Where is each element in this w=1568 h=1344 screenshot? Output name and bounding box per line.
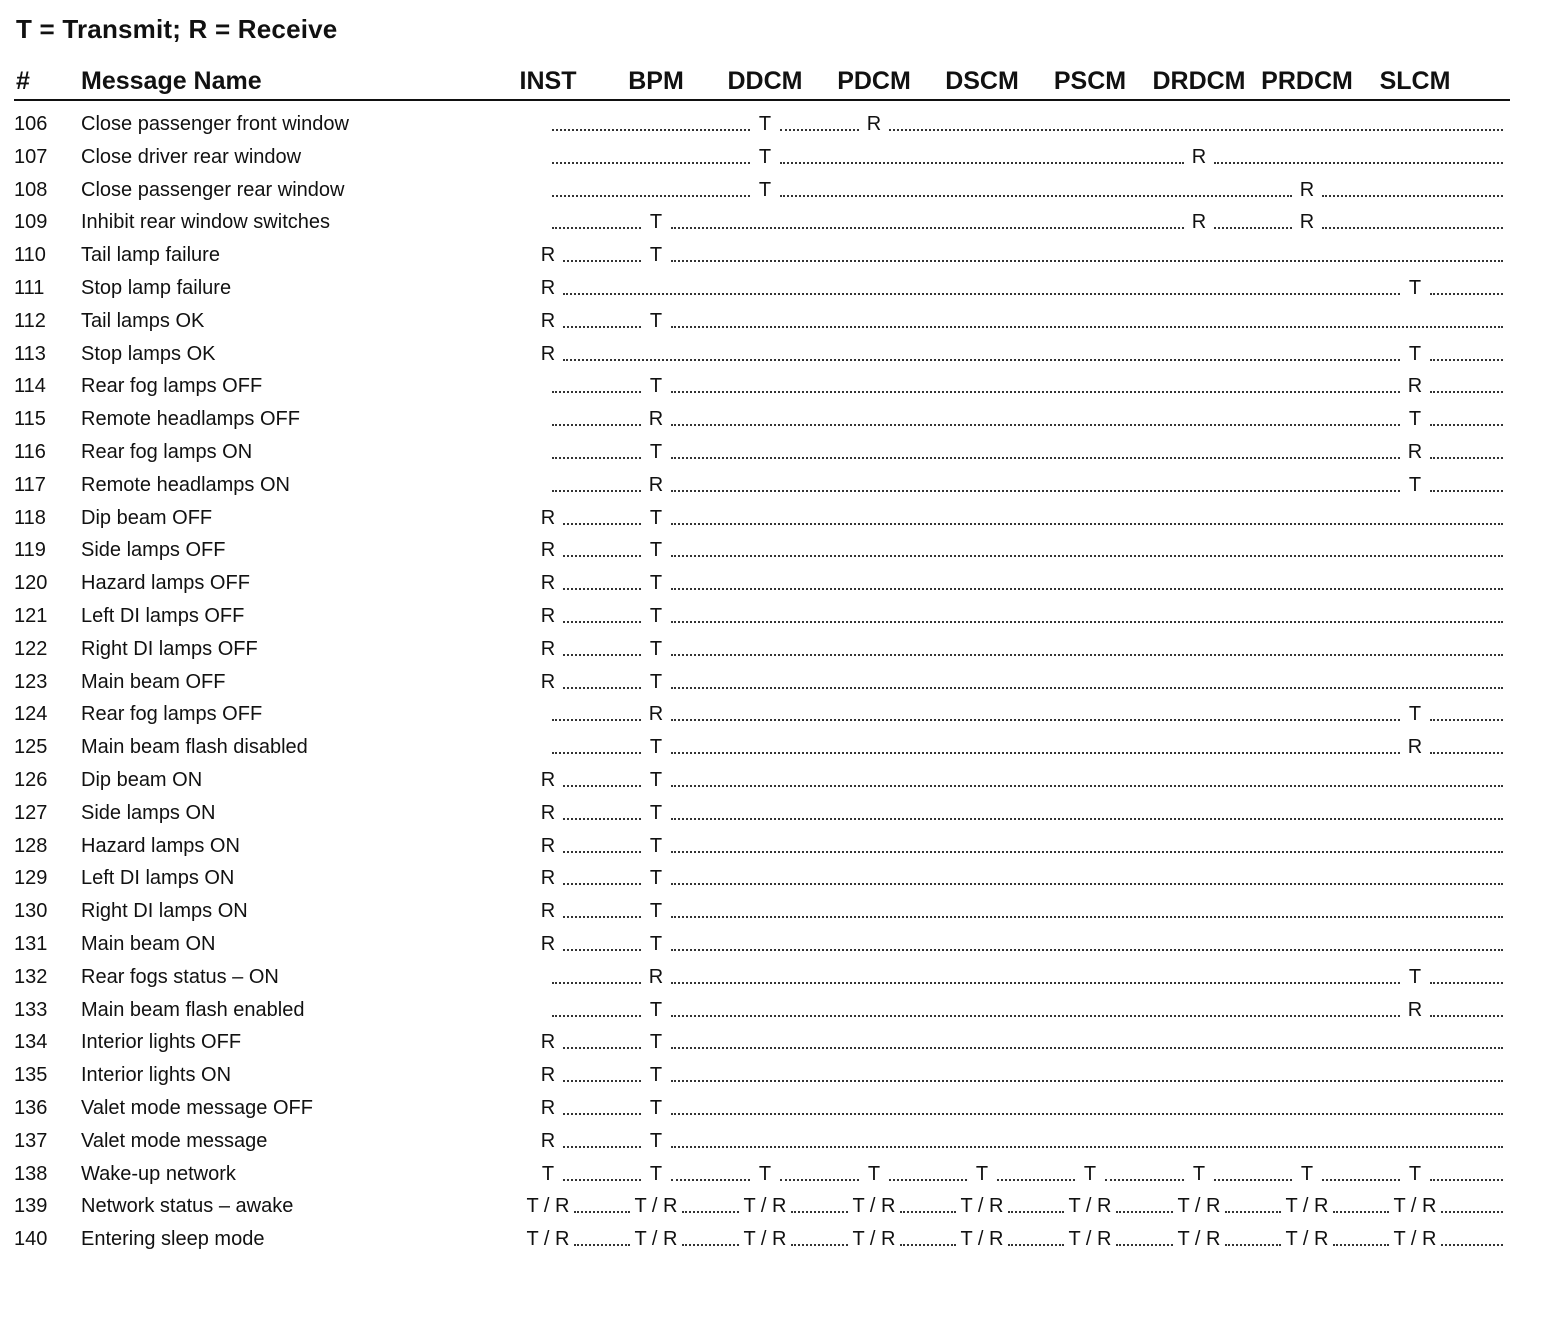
cell-inst: R — [540, 342, 556, 365]
message-name: Interior lights ON — [81, 1064, 232, 1087]
message-name: Main beam flash disabled — [81, 736, 308, 759]
dotted-leader — [1441, 1211, 1503, 1213]
dotted-leader — [671, 752, 1400, 754]
message-name: Stop lamp failure — [81, 277, 232, 299]
cell-ddcm: T / R — [743, 1228, 787, 1251]
cell-bpm: T — [649, 933, 663, 955]
dotted-leader — [1333, 1211, 1389, 1213]
table-row — [0, 206, 1568, 238]
message-number: 140 — [14, 1228, 48, 1251]
cell-slcm: R — [1407, 441, 1423, 463]
cell-ddcm: T — [758, 178, 772, 201]
message-number: 124 — [14, 703, 48, 726]
header-message-name: Message Name — [81, 67, 262, 95]
message-number: 128 — [14, 834, 48, 857]
header-drdcm: DRDCM — [1152, 67, 1246, 95]
dotted-leader — [671, 1047, 1503, 1049]
dotted-leader — [552, 162, 750, 164]
cell-inst: R — [540, 900, 556, 923]
table-row — [0, 698, 1568, 730]
dotted-leader — [791, 1244, 848, 1246]
dotted-leader — [552, 195, 750, 197]
message-number: 138 — [14, 1162, 48, 1185]
table-row — [0, 567, 1568, 599]
cell-prdcm: T — [1300, 1162, 1314, 1185]
cell-bpm: T — [649, 539, 663, 562]
cell-slcm: T — [1408, 277, 1422, 299]
header-number: # — [16, 67, 30, 95]
cell-pdcm: T / R — [852, 1228, 896, 1251]
table-row — [0, 1223, 1568, 1255]
table-row — [0, 370, 1568, 402]
dotted-leader — [671, 621, 1503, 623]
header-slcm: SLCM — [1379, 67, 1451, 95]
dotted-leader — [780, 162, 1184, 164]
dotted-leader — [1008, 1244, 1064, 1246]
dotted-leader — [671, 260, 1503, 262]
message-number: 110 — [14, 244, 46, 267]
cell-bpm: T — [649, 441, 663, 463]
message-number: 117 — [14, 473, 46, 496]
cell-slcm: R — [1407, 998, 1423, 1021]
cell-drdcm: T / R — [1177, 1228, 1221, 1251]
cell-inst: R — [540, 309, 556, 332]
cell-inst: R — [540, 801, 556, 824]
table-row — [0, 174, 1568, 206]
table-row — [0, 797, 1568, 829]
dotted-leader — [671, 1015, 1400, 1017]
cell-drdcm: T / R — [1177, 1195, 1221, 1218]
message-number: 113 — [14, 342, 46, 365]
message-name: Side lamps OFF — [81, 539, 226, 562]
header-dscm: DSCM — [945, 67, 1019, 95]
table-row — [0, 928, 1568, 960]
cell-inst: R — [540, 1129, 556, 1152]
cell-ddcm: T — [758, 1162, 772, 1185]
dotted-leader — [671, 851, 1503, 853]
message-number: 114 — [14, 375, 46, 398]
cell-bpm: T — [649, 801, 663, 824]
dotted-leader — [671, 490, 1400, 492]
cell-prdcm: T / R — [1285, 1195, 1329, 1218]
message-number: 129 — [14, 867, 48, 890]
message-name: Rear fog lamps ON — [81, 441, 253, 463]
cell-dscm: T — [975, 1162, 989, 1185]
table-row — [0, 469, 1568, 501]
cell-bpm: T — [649, 309, 663, 332]
cell-bpm: T — [649, 637, 663, 660]
cell-pdcm: R — [866, 113, 882, 135]
cell-bpm: R — [648, 473, 664, 496]
cell-dscm: T / R — [960, 1228, 1004, 1251]
message-name: Rear fog lamps OFF — [81, 703, 263, 726]
message-number: 131 — [14, 933, 48, 955]
table-row — [0, 1092, 1568, 1124]
cell-bpm: T — [649, 572, 663, 595]
cell-ddcm: T / R — [743, 1195, 787, 1218]
cell-slcm: T — [1408, 965, 1422, 988]
cell-inst: R — [540, 1064, 556, 1087]
message-number: 133 — [14, 998, 48, 1021]
dotted-leader — [1333, 1244, 1389, 1246]
cell-drdcm: R — [1191, 145, 1207, 168]
message-name: Inhibit rear window switches — [81, 211, 330, 234]
header-ddcm: DDCM — [727, 67, 803, 95]
dotted-leader — [671, 654, 1503, 656]
message-name: Dip beam OFF — [81, 506, 213, 529]
dotted-leader — [1116, 1244, 1173, 1246]
cell-inst: T / R — [526, 1228, 570, 1251]
table-row — [0, 436, 1568, 468]
dotted-leader — [780, 195, 1292, 197]
table-row — [0, 338, 1568, 370]
message-name: Tail lamps OK — [81, 309, 205, 332]
dotted-leader — [671, 555, 1503, 557]
cell-prdcm: R — [1299, 178, 1315, 201]
table-row — [0, 1026, 1568, 1058]
message-name: Wake-up network — [81, 1162, 236, 1185]
message-number: 107 — [14, 145, 48, 168]
cell-bpm: T — [649, 244, 663, 267]
message-name: Main beam OFF — [81, 670, 226, 693]
message-name: Close passenger rear window — [81, 178, 345, 201]
dotted-leader — [1322, 195, 1503, 197]
cell-inst: R — [540, 539, 556, 562]
cell-bpm: T — [649, 769, 663, 791]
dotted-leader — [791, 1211, 848, 1213]
message-name: Right DI lamps OFF — [81, 637, 258, 660]
cell-bpm: R — [648, 703, 664, 726]
dotted-leader — [671, 326, 1503, 328]
dotted-leader — [671, 424, 1400, 426]
cell-inst: R — [540, 867, 556, 890]
message-number: 137 — [14, 1129, 48, 1152]
cell-pscm: T / R — [1068, 1195, 1112, 1218]
message-number: 116 — [14, 441, 46, 463]
message-name: Rear fog lamps OFF — [81, 375, 263, 398]
cell-slcm: T — [1408, 703, 1422, 726]
dotted-leader — [900, 1244, 956, 1246]
cell-inst: R — [540, 769, 556, 791]
table-row — [0, 600, 1568, 632]
message-name: Dip beam ON — [81, 769, 203, 791]
message-name: Valet mode message — [81, 1129, 268, 1152]
dotted-leader — [552, 129, 750, 131]
message-number: 127 — [14, 801, 48, 824]
message-number: 112 — [14, 309, 46, 332]
cell-pscm: T / R — [1068, 1228, 1112, 1251]
cell-pdcm: T — [867, 1162, 881, 1185]
dotted-leader — [671, 588, 1503, 590]
dotted-leader — [671, 818, 1503, 820]
dotted-leader — [574, 1211, 630, 1213]
cell-bpm: R — [648, 408, 664, 431]
table-row — [0, 1125, 1568, 1157]
dotted-leader — [671, 687, 1503, 689]
cell-slcm: T / R — [1393, 1195, 1437, 1218]
message-name: Left DI lamps ON — [81, 867, 235, 890]
cell-slcm: T — [1408, 1162, 1422, 1185]
table-row — [0, 731, 1568, 763]
header-divider — [14, 99, 1510, 101]
message-number: 135 — [14, 1064, 48, 1087]
cell-bpm: T / R — [634, 1228, 678, 1251]
table-row — [0, 1059, 1568, 1091]
message-number: 106 — [14, 113, 48, 135]
table-row — [0, 239, 1568, 271]
dotted-leader — [671, 785, 1503, 787]
header-pscm: PSCM — [1053, 67, 1127, 95]
cell-bpm: T — [649, 736, 663, 759]
header-prdcm: PRDCM — [1261, 67, 1353, 95]
message-number: 126 — [14, 769, 48, 791]
cell-slcm: T — [1408, 408, 1422, 431]
legend: T = Transmit; R = Receive — [16, 14, 338, 44]
message-number: 115 — [14, 408, 46, 431]
dotted-leader — [889, 129, 1503, 131]
cell-bpm: T — [649, 375, 663, 398]
message-name: Main beam flash enabled — [81, 998, 305, 1021]
message-name: Rear fogs status – ON — [81, 965, 279, 988]
cell-bpm: T — [649, 506, 663, 529]
dotted-leader — [563, 293, 1400, 295]
cell-bpm: T — [649, 1097, 663, 1119]
message-name: Stop lamps OK — [81, 342, 216, 365]
message-name: Close driver rear window — [81, 145, 302, 168]
cell-pscm: T — [1083, 1162, 1097, 1185]
table-row — [0, 830, 1568, 862]
dotted-leader — [1322, 227, 1503, 229]
cell-slcm: T / R — [1393, 1228, 1437, 1251]
dotted-leader — [1441, 1244, 1503, 1246]
cell-slcm: R — [1407, 736, 1423, 759]
dotted-leader — [563, 359, 1400, 361]
dotted-leader — [671, 1113, 1503, 1115]
cell-prdcm: R — [1299, 211, 1315, 234]
message-number: 111 — [14, 277, 45, 299]
cell-bpm: T — [649, 670, 663, 693]
message-name: Close passenger front window — [81, 113, 349, 135]
header-inst: INST — [519, 67, 577, 95]
table-row — [0, 961, 1568, 993]
dotted-leader — [671, 949, 1503, 951]
dotted-leader — [671, 916, 1503, 918]
cell-inst: R — [540, 605, 556, 627]
message-number: 134 — [14, 1031, 48, 1054]
cell-bpm: T — [649, 605, 663, 627]
header-bpm: BPM — [628, 67, 684, 95]
dotted-leader — [574, 1244, 630, 1246]
cell-dscm: T / R — [960, 1195, 1004, 1218]
dotted-leader — [1225, 1211, 1281, 1213]
message-number: 130 — [14, 900, 48, 923]
dotted-leader — [671, 1080, 1503, 1082]
dotted-leader — [671, 523, 1503, 525]
table-row — [0, 895, 1568, 927]
message-number: 125 — [14, 736, 48, 759]
header-pdcm: PDCM — [837, 67, 911, 95]
cell-inst: T — [541, 1162, 555, 1185]
dotted-leader — [682, 1211, 739, 1213]
cell-bpm: T — [649, 867, 663, 890]
message-number: 108 — [14, 178, 48, 201]
table-row — [0, 1158, 1568, 1190]
cell-drdcm: T — [1192, 1162, 1206, 1185]
table-row — [0, 666, 1568, 698]
message-name: Interior lights OFF — [81, 1031, 242, 1054]
message-number: 119 — [14, 539, 46, 562]
message-number: 121 — [14, 605, 48, 627]
dotted-leader — [682, 1244, 739, 1246]
dotted-leader — [671, 1146, 1503, 1148]
table-row — [0, 994, 1568, 1026]
cell-inst: R — [540, 572, 556, 595]
cell-slcm: T — [1408, 473, 1422, 496]
cell-ddcm: T — [758, 145, 772, 168]
message-number: 136 — [14, 1097, 48, 1119]
table-row — [0, 633, 1568, 665]
table-row — [0, 272, 1568, 304]
cell-inst: R — [540, 834, 556, 857]
table-row — [0, 108, 1568, 140]
cell-bpm: T — [649, 900, 663, 923]
dotted-leader — [671, 457, 1400, 459]
cell-bpm: T — [649, 1031, 663, 1054]
cell-bpm: T — [649, 1129, 663, 1152]
dotted-leader — [671, 719, 1400, 721]
message-number: 109 — [14, 211, 48, 234]
dotted-leader — [1214, 162, 1503, 164]
cell-inst: T / R — [526, 1195, 570, 1218]
cell-bpm: R — [648, 965, 664, 988]
cell-slcm: T — [1408, 342, 1422, 365]
cell-bpm: T — [649, 1064, 663, 1087]
cell-ddcm: T — [758, 113, 772, 135]
message-name: Tail lamp failure — [81, 244, 220, 267]
cell-inst: R — [540, 506, 556, 529]
message-name: Remote headlamps ON — [81, 473, 290, 496]
table-row — [0, 1190, 1568, 1222]
message-number: 118 — [14, 506, 46, 529]
message-name: Network status – awake — [81, 1195, 294, 1218]
cell-bpm: T — [649, 998, 663, 1021]
dotted-leader — [1008, 1211, 1064, 1213]
message-number: 132 — [14, 965, 48, 988]
cell-bpm: T — [649, 1162, 663, 1185]
message-number: 120 — [14, 572, 48, 595]
cell-inst: R — [540, 277, 556, 299]
cell-bpm: T — [649, 834, 663, 857]
cell-inst: R — [540, 1031, 556, 1054]
table-row — [0, 305, 1568, 337]
message-name: Entering sleep mode — [81, 1228, 265, 1251]
message-name: Right DI lamps ON — [81, 900, 248, 923]
dotted-leader — [671, 982, 1400, 984]
cell-drdcm: R — [1191, 211, 1207, 234]
dotted-leader — [671, 227, 1184, 229]
cell-inst: R — [540, 670, 556, 693]
dotted-leader — [900, 1211, 956, 1213]
cell-inst: R — [540, 637, 556, 660]
message-number: 123 — [14, 670, 48, 693]
cell-pdcm: T / R — [852, 1195, 896, 1218]
message-name: Side lamps ON — [81, 801, 216, 824]
table-row — [0, 502, 1568, 534]
cell-inst: R — [540, 933, 556, 955]
cell-bpm: T — [649, 211, 663, 234]
cell-inst: R — [540, 1097, 556, 1119]
dotted-leader — [1225, 1244, 1281, 1246]
table-row — [0, 862, 1568, 894]
table-row — [0, 141, 1568, 173]
cell-bpm: T / R — [634, 1195, 678, 1218]
message-name: Hazard lamps ON — [81, 834, 240, 857]
message-name: Remote headlamps OFF — [81, 408, 300, 431]
cell-prdcm: T / R — [1285, 1228, 1329, 1251]
dotted-leader — [671, 391, 1400, 393]
cell-slcm: R — [1407, 375, 1423, 398]
message-name: Main beam ON — [81, 933, 216, 955]
message-number: 139 — [14, 1195, 48, 1218]
message-number: 122 — [14, 637, 48, 660]
table-row — [0, 403, 1568, 435]
dotted-leader — [671, 883, 1503, 885]
dotted-leader — [1116, 1211, 1173, 1213]
message-name: Left DI lamps OFF — [81, 605, 245, 627]
table-row — [0, 534, 1568, 566]
message-name: Valet mode message OFF — [81, 1097, 313, 1119]
cell-inst: R — [540, 244, 556, 267]
table-row — [0, 764, 1568, 796]
message-name: Hazard lamps OFF — [81, 572, 250, 595]
